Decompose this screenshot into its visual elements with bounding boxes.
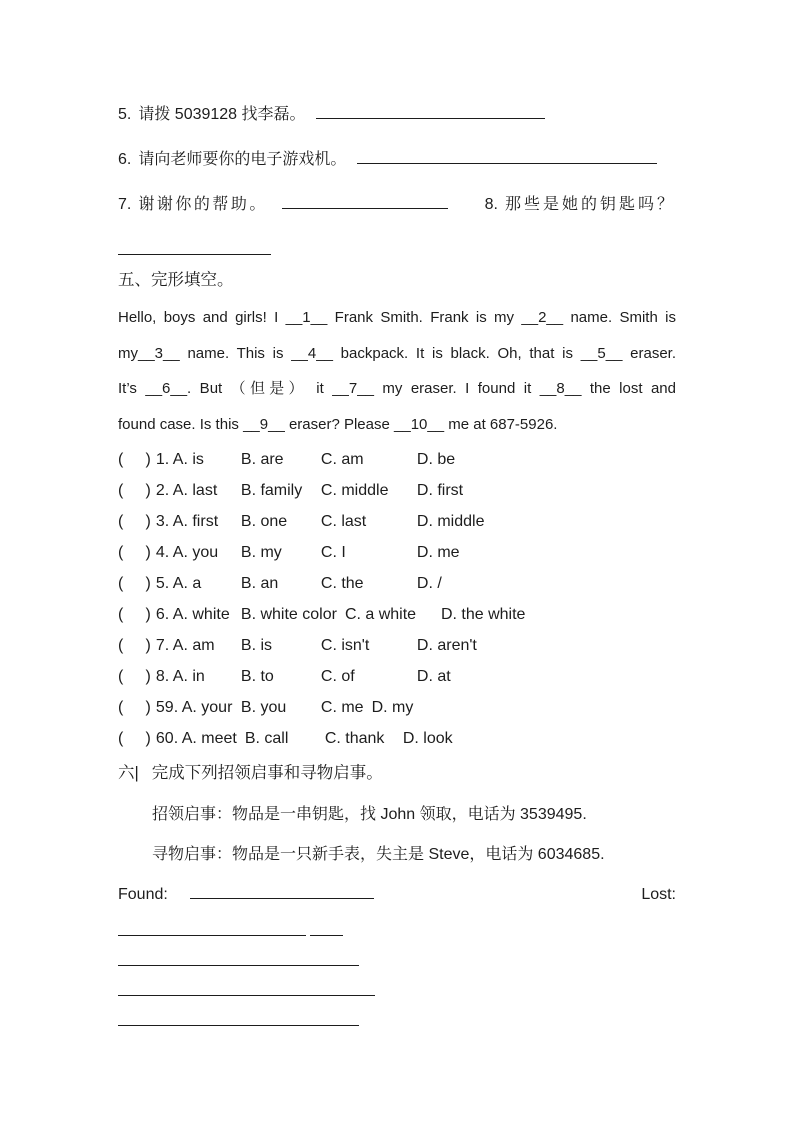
worksheet-content [118, 103, 676, 1031]
translation-item-8 [485, 193, 676, 217]
lost-notice-text: 寻物启事：物品是一只新手表，失主是 Steve，电话为 6034685. [152, 846, 605, 863]
cloze-questions [118, 444, 676, 754]
item-6-number: 6. [118, 151, 132, 168]
found-answer-blank [190, 884, 374, 899]
lost-label: Lost: [641, 886, 676, 903]
option-a: A. you [172, 544, 219, 561]
option-a: A. white [172, 606, 230, 623]
item-5-answer-blank [316, 104, 545, 119]
option-d: D. first [416, 482, 464, 499]
item-7-answer-blank [282, 194, 448, 209]
option-d: D. aren't [416, 637, 477, 654]
item-8-answer-line [118, 239, 676, 263]
option-a: A. first [172, 513, 219, 530]
option-d: D. the white [440, 606, 526, 623]
writing-blank [118, 941, 359, 966]
option-b: B. is [240, 637, 273, 654]
answer-bracket: ( ) [118, 699, 151, 716]
cloze-question-8 [118, 661, 676, 692]
option-c: C. last [320, 513, 367, 530]
found-lost-row [118, 883, 676, 907]
answer-bracket: ( ) [118, 482, 151, 499]
option-d: D. my [371, 699, 414, 716]
writing-blank [118, 971, 375, 996]
found-label: Found: [118, 886, 168, 903]
answer-bracket: ( ) [118, 451, 151, 468]
option-a: A. meet [181, 730, 237, 747]
option-d: D. look [402, 730, 453, 747]
item-7-number: 7. [118, 196, 132, 213]
found-notice-text: 招领启事：物品是一串钥匙，找 John 领取，电话为 3539495. [152, 806, 587, 823]
cloze-question-60 [118, 723, 676, 754]
option-b: B. you [240, 699, 287, 716]
answer-bracket: ( ) [118, 513, 151, 530]
option-a: A. a [172, 575, 202, 592]
cloze-question-4 [118, 537, 676, 568]
option-b: B. are [240, 451, 284, 468]
option-c: C. isn't [320, 637, 370, 654]
translation-item-6 [118, 148, 676, 172]
question-number: 6. [155, 606, 170, 623]
writing-line-1 [118, 911, 676, 941]
writing-blank [118, 911, 306, 936]
option-d: D. / [416, 575, 442, 592]
option-d: D. at [416, 668, 451, 685]
item-5-text: 请拨 5039128 找李磊。 [138, 106, 306, 123]
cloze-question-59 [118, 692, 676, 723]
option-d: D. middle [416, 513, 485, 530]
question-number: 59. [155, 699, 179, 716]
cloze-section-heading: 五、完形填空。 [118, 271, 234, 289]
cloze-question-2 [118, 475, 676, 506]
cloze-question-6 [118, 599, 676, 630]
translation-item-5 [118, 103, 676, 127]
option-a: A. your [181, 699, 233, 716]
question-number: 60. [155, 730, 179, 747]
answer-bracket: ( ) [118, 575, 151, 592]
cloze-question-7 [118, 630, 676, 661]
passage-line-1: Hello, boys and girls! I __1__ Frank Smith. Frank is my __2__ name. Smith is [118, 309, 676, 326]
option-c: C. middle [320, 482, 389, 499]
option-b: B. my [240, 544, 282, 561]
option-c: C. a white [344, 606, 417, 623]
option-c: C. of [320, 668, 355, 685]
item-7-text: 谢谢你的帮助。 [138, 196, 268, 213]
cloze-question-1 [118, 444, 676, 475]
translation-item-7-8 [118, 193, 676, 217]
option-a: A. last [172, 482, 218, 499]
option-c: C. thank [324, 730, 385, 747]
notices-section-number: 六| [118, 764, 139, 782]
question-number: 2. [155, 482, 170, 499]
question-number: 1. [155, 451, 170, 468]
option-b: B. one [240, 513, 288, 530]
item-6-text: 请向老师要你的电子游戏机。 [138, 151, 347, 168]
item-8-number: 8. [484, 196, 498, 213]
option-b: B. an [240, 575, 279, 592]
option-b: B. family [240, 482, 303, 499]
option-a: A. am [172, 637, 215, 654]
question-number: 4. [155, 544, 170, 561]
question-number: 3. [155, 513, 170, 530]
option-a: A. is [172, 451, 204, 468]
cloze-passage [118, 300, 676, 442]
passage-line-4: found case. Is this __9__ eraser? Please __10__ me at 687-5926. [118, 415, 558, 433]
item-8-answer-blank [118, 240, 271, 255]
option-c: C. am [320, 451, 364, 468]
item-5-number: 5. [118, 106, 132, 123]
writing-blank [310, 911, 343, 936]
option-c: C. the [320, 575, 364, 592]
writing-line-4 [118, 1001, 676, 1031]
item-8-text: 那些是她的钥匙吗？ [504, 196, 676, 213]
question-number: 8. [155, 668, 170, 685]
option-c: C. me [320, 699, 364, 716]
option-b: B. white color [240, 606, 337, 623]
passage-line-2: my__3__ name. This is __4__ backpack. It is black. Oh, that is __5__ eraser. [118, 344, 676, 362]
option-c: C. I [320, 544, 346, 561]
answer-bracket: ( ) [118, 730, 151, 747]
question-number: 5. [155, 575, 170, 592]
writing-blank [118, 1001, 359, 1026]
translation-item-7 [118, 193, 448, 217]
passage-line-3: It’s __6__. But （但是） it __7__ my eraser. I found it __8__ the lost and [118, 380, 676, 397]
writing-line-3 [118, 971, 676, 1001]
notices-section-heading [118, 761, 676, 785]
writing-line-2 [118, 941, 676, 971]
answer-bracket: ( ) [118, 544, 151, 561]
option-b: B. call [244, 730, 289, 747]
answer-bracket: ( ) [118, 668, 151, 685]
option-b: B. to [240, 668, 274, 685]
answer-bracket: ( ) [118, 637, 151, 654]
option-d: D. me [416, 544, 460, 561]
notices-section-title: 完成下列招领启事和寻物启事。 [151, 764, 383, 782]
cloze-question-3 [118, 506, 676, 537]
question-number: 7. [155, 637, 170, 654]
option-a: A. in [172, 668, 205, 685]
option-d: D. be [416, 451, 456, 468]
cloze-question-5 [118, 568, 676, 599]
item-6-answer-blank [357, 149, 657, 164]
answer-bracket: ( ) [118, 606, 151, 623]
